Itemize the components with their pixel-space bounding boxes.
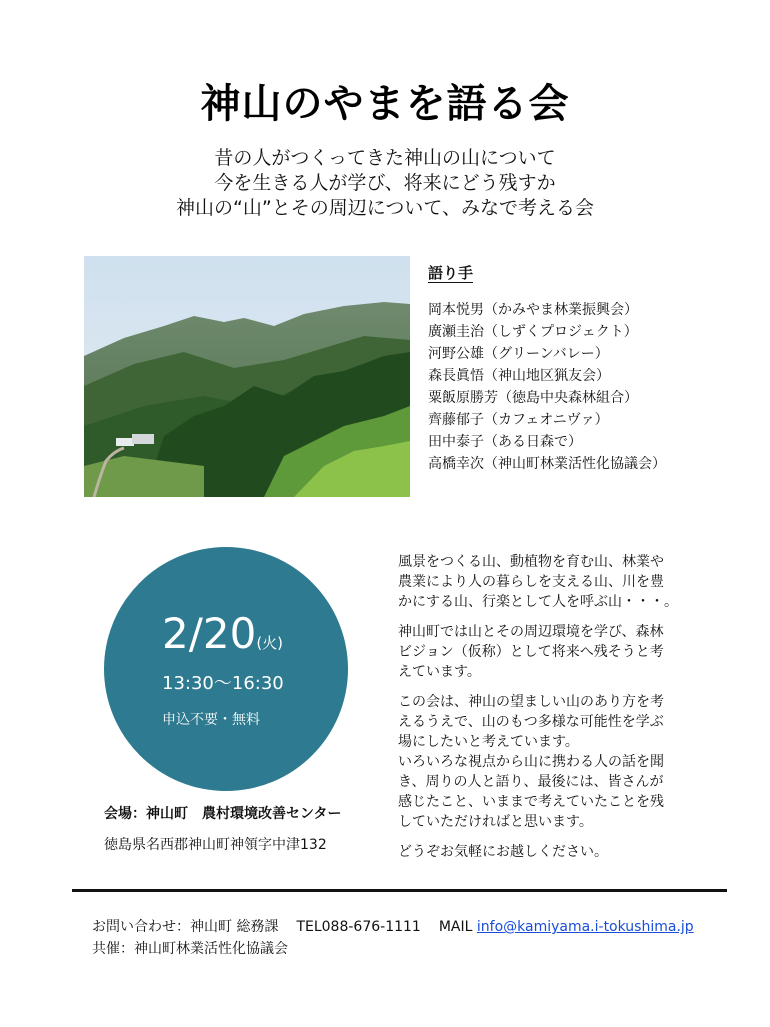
paragraph: [398, 752, 718, 832]
mail-label: MAIL: [438, 919, 473, 935]
speakers-heading: 語り手: [428, 264, 474, 282]
paragraph: [398, 842, 718, 862]
contact-label: お問い合わせ：神山町 総務課: [92, 919, 279, 935]
cohost-line: 共催：神山町林業活性化協議会: [92, 941, 288, 957]
text-line: 神山町では山とその周辺環境を学び、森林: [398, 624, 664, 640]
date-value: 2/20: [162, 609, 257, 658]
lead-line: 昔の人がつくってきた神山の山について: [214, 147, 556, 169]
mountain-photo: [84, 256, 410, 497]
venue-address: 徳島県名西郡神山町神領字中津132: [104, 837, 327, 853]
event-time: 13:30～16:30: [162, 673, 284, 694]
footer: [92, 916, 694, 960]
paragraph: [398, 692, 718, 752]
lead-text: [0, 146, 770, 221]
list-item: 高橋幸次（神山町林業活性化協議会）: [428, 456, 666, 472]
contact-line: [92, 916, 694, 938]
text-line: していただければと思います。: [398, 814, 593, 830]
list-item: 田中泰子（ある日森で）: [428, 434, 582, 450]
text-line: いろいろな視点から山に携わる人の話を聞: [398, 754, 664, 770]
text-line: 場にしたいと考えています。: [398, 734, 579, 750]
list-item: 齊藤郁子（カフェオニヴァ）: [428, 412, 609, 428]
email-link[interactable]: info@kamiyama.i-tokushima.jp: [476, 919, 694, 935]
text-line: この会は、神山の望ましい山のあり方を考: [398, 694, 664, 710]
venue-label: 会場：神山町 農村環境改善センター: [104, 806, 342, 822]
speakers-section: [428, 262, 748, 475]
text-line: ビジョン（仮称）として将来へ残そうと考: [398, 644, 664, 660]
list-item: 河野公雄（グリーンバレー）: [428, 346, 609, 362]
paragraph: [398, 622, 718, 682]
text-line: かにする山、行楽として人を呼ぶ山・・・。: [398, 594, 678, 610]
paragraph: [398, 552, 718, 612]
event-fee: 申込不要・無料: [162, 712, 260, 728]
list-item: 森長眞悟（神山地区猟友会）: [428, 368, 610, 384]
text-line: えるうえで、山のもつ多様な可能性を学ぶ: [398, 714, 664, 730]
event-date: [162, 609, 283, 658]
description: [398, 552, 718, 872]
lead-line: 神山の“山”とその周辺について、みなで考える会: [176, 197, 594, 219]
event-date-circle: [104, 547, 348, 791]
text-line: えています。: [398, 664, 481, 680]
text-line: 農業により人の暮らしを支える山、川を豊: [398, 574, 664, 590]
text-line: 風景をつくる山、動植物を育む山、林業や: [398, 554, 664, 570]
text-line: どうぞお気軽にお越しください。: [398, 844, 608, 860]
tel: TEL088-676-1111: [296, 919, 421, 935]
weekday: (火): [256, 634, 284, 652]
lead-line: 今を生きる人が学び、将来にどう残すか: [214, 172, 556, 194]
list-item: 岡本悦男（かみやま林業振興会）: [428, 302, 638, 318]
text-line: き、周りの人と語り、最後には、皆さんが: [398, 774, 664, 790]
divider: [72, 889, 727, 892]
list-item: 廣瀬圭治（しずくプロジェクト）: [428, 324, 638, 340]
page-title: 神山のやまを語る会: [200, 81, 570, 127]
speakers-list: [428, 299, 748, 475]
text-line: 感じたこと、いままで考えていたことを残: [398, 794, 664, 810]
list-item: 粟飯原勝芳（徳島中央森林組合）: [428, 390, 638, 406]
